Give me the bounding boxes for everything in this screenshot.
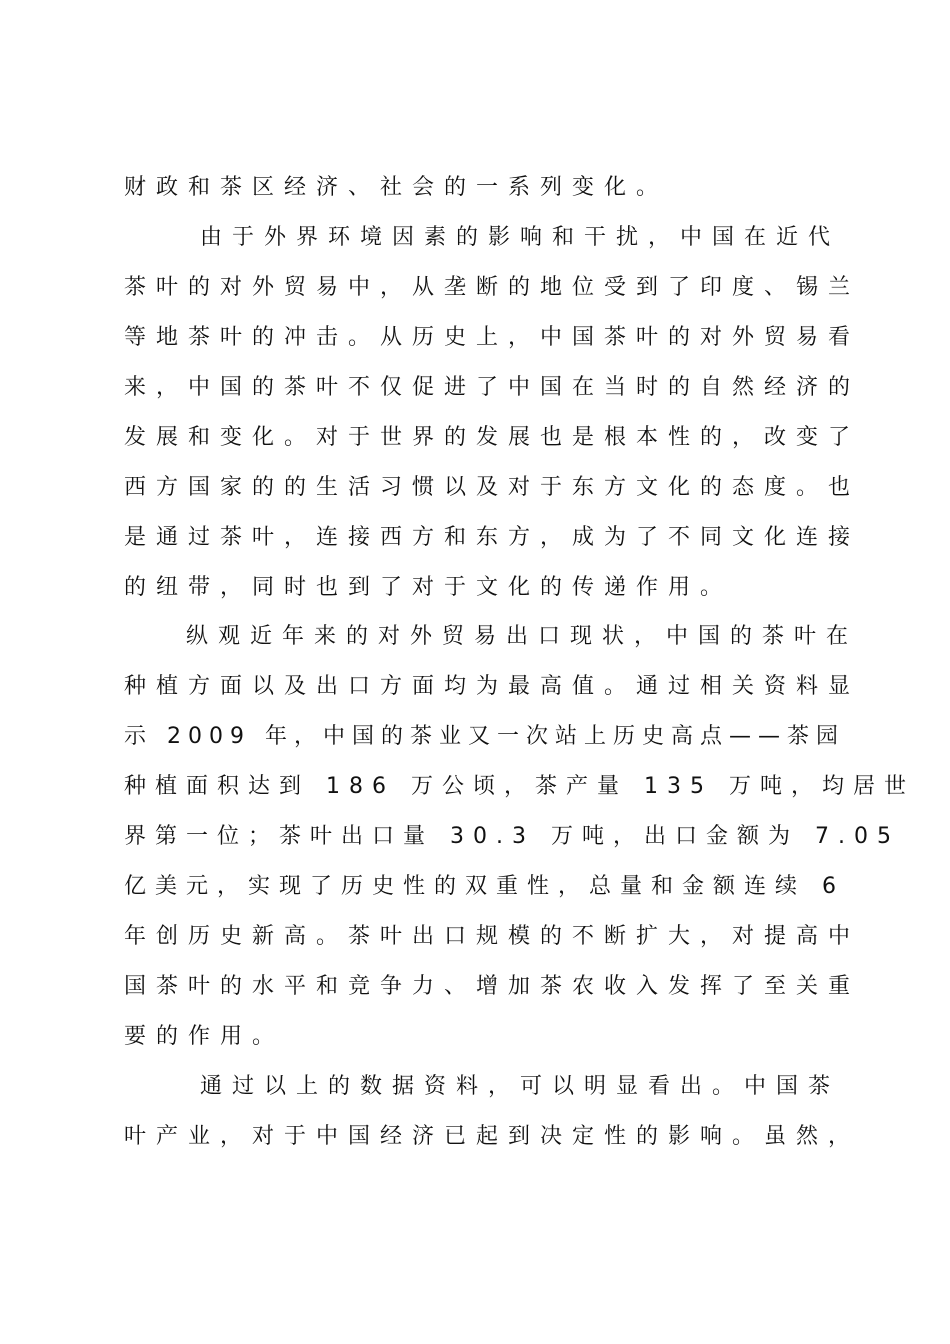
text-line: 要的作用。 xyxy=(124,1024,285,1049)
text-line: 亿美元，实现了历史性的双重性，总量和金额连续 6 xyxy=(124,874,845,899)
text-line: 是通过茶叶，连接西方和东方，成为了不同文化连接 xyxy=(124,525,861,550)
text-line: 等地茶叶的冲击。从历史上，中国茶叶的对外贸易看 xyxy=(124,325,861,350)
paragraph-first-line: 由于外界环境因素的影响和干扰，中国在近代 xyxy=(200,225,841,250)
paragraph-first-line: 纵观近年来的对外贸易出口现状，中国的茶叶在 xyxy=(186,624,859,649)
text-line: 年创历史新高。茶叶出口规模的不断扩大，对提高中 xyxy=(124,924,861,949)
text-line: 财政和茶区经济、社会的一系列变化。 xyxy=(124,175,669,200)
text-line: 示 2009 年，中国的茶业又一次站上历史高点——茶园 xyxy=(124,724,845,749)
text-line: 的纽带，同时也到了对于文化的传递作用。 xyxy=(124,575,733,600)
text-line: 来，中国的茶叶不仅促进了中国在当时的自然经济的 xyxy=(124,375,861,400)
text-line: 种植方面以及出口方面均为最高值。通过相关资料显 xyxy=(124,674,861,699)
paragraph-first-line: 通过以上的数据资料，可以明显看出。中国茶 xyxy=(200,1074,841,1099)
text-line: 界第一位；茶叶出口量 30.3 万吨，出口金额为 7.05 xyxy=(124,824,900,849)
text-line: 种植面积达到 186 万公顷，茶产量 135 万吨，均居世 xyxy=(124,774,915,799)
text-line: 西方国家的的生活习惯以及对于东方文化的态度。也 xyxy=(124,475,861,500)
text-line: 叶产业，对于中国经济已起到决定性的影响。虽然， xyxy=(124,1124,861,1149)
text-line: 国茶叶的水平和竞争力、增加茶农收入发挥了至关重 xyxy=(124,974,861,999)
text-line: 茶叶的对外贸易中，从垄断的地位受到了印度、锡兰 xyxy=(124,275,861,300)
text-line: 发展和变化。对于世界的发展也是根本性的，改变了 xyxy=(124,425,861,450)
